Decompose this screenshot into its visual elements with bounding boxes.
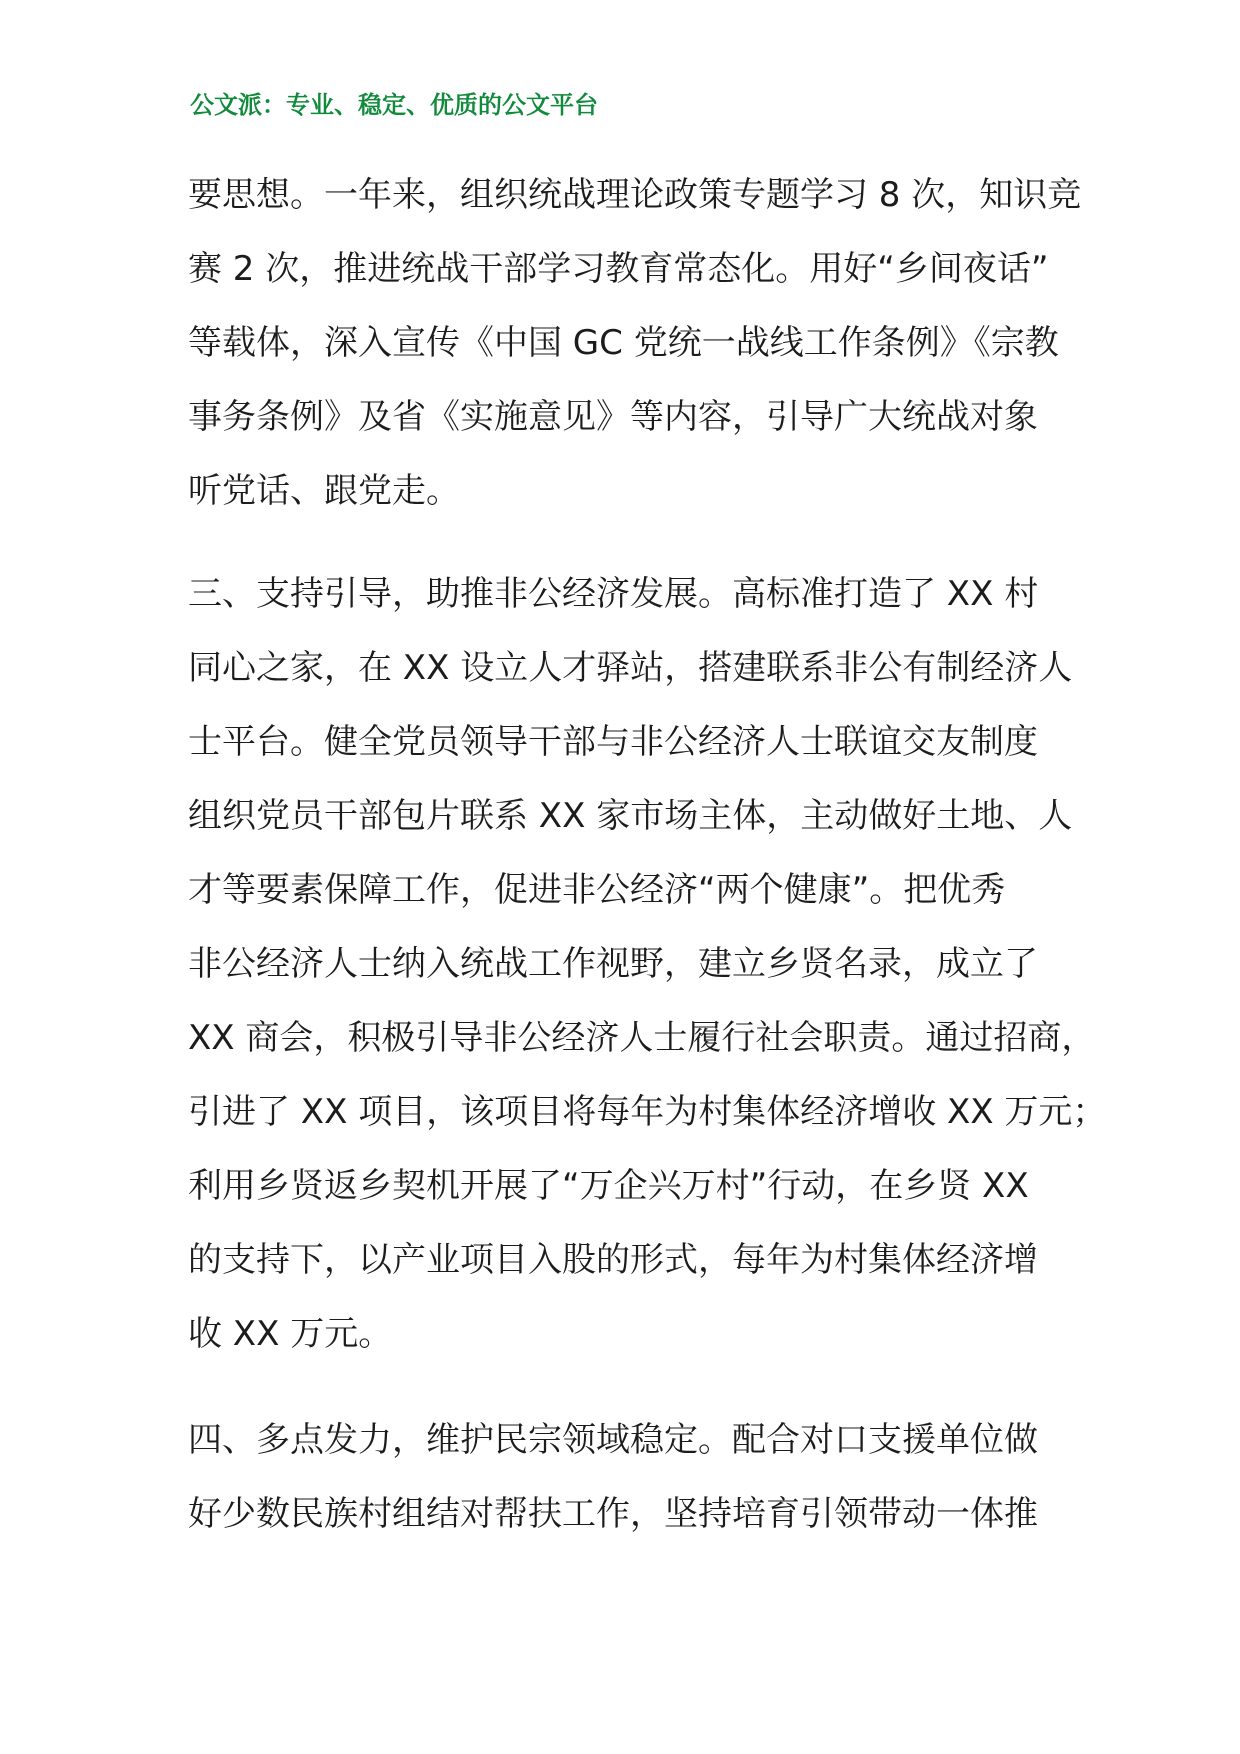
text-line: 听党话、跟党走。 [188, 471, 460, 511]
text-line: 的支持下，以产业项目入股的形式，每年为村集体经济增 [188, 1240, 1038, 1280]
text-line: 等载体，深入宣传《中国 GC 党统一战线工作条例》《宗教 [188, 323, 1059, 363]
text-line: 事务条例》及省《实施意见》等内容，引导广大统战对象 [188, 397, 1038, 437]
paragraph-2 [188, 557, 1107, 1371]
brand-header: 公文派：专业、稳定、优质的公文平台 [190, 90, 598, 119]
paragraph-3 [188, 1403, 1058, 1551]
text-line: 非公经济人士纳入统战工作视野，建立乡贤名录，成立了 [188, 944, 1038, 984]
text-line: 要思想。一年来，组织统战理论政策专题学习 8 次，知识竞 [188, 175, 1082, 215]
text-line: XX 商会，积极引导非公经济人士履行社会职责。通过招商， [188, 1018, 1096, 1058]
text-line: 利用乡贤返乡契机开展了“万企兴万村”行动，在乡贤 XX [188, 1166, 1029, 1206]
text-line: 好少数民族村组结对帮扶工作，坚持培育引领带动一体推 [188, 1494, 1038, 1534]
text-line: 组织党员干部包片联系 XX 家市场主体，主动做好土地、人 [188, 796, 1073, 836]
text-line: 三、支持引导，助推非公经济发展。高标准打造了 XX 村 [188, 574, 1039, 614]
text-line: 收 XX 万元。 [188, 1314, 393, 1354]
text-line: 才等要素保障工作，促进非公经济“两个健康”。把优秀 [188, 870, 1006, 910]
text-line: 引进了 XX 项目，该项目将每年为村集体经济增收 XX 万元； [188, 1092, 1107, 1132]
text-line: 赛 2 次，推进统战干部学习教育常态化。用好“乡间夜话” [188, 249, 1049, 289]
text-line: 同心之家，在 XX 设立人才驿站，搭建联系非公有制经济人 [188, 648, 1073, 688]
text-line: 士平台。健全党员领导干部与非公经济人士联谊交友制度 [188, 722, 1038, 762]
paragraph-1 [188, 158, 1082, 528]
text-line: 四、多点发力，维护民宗领域稳定。配合对口支援单位做 [188, 1420, 1038, 1460]
